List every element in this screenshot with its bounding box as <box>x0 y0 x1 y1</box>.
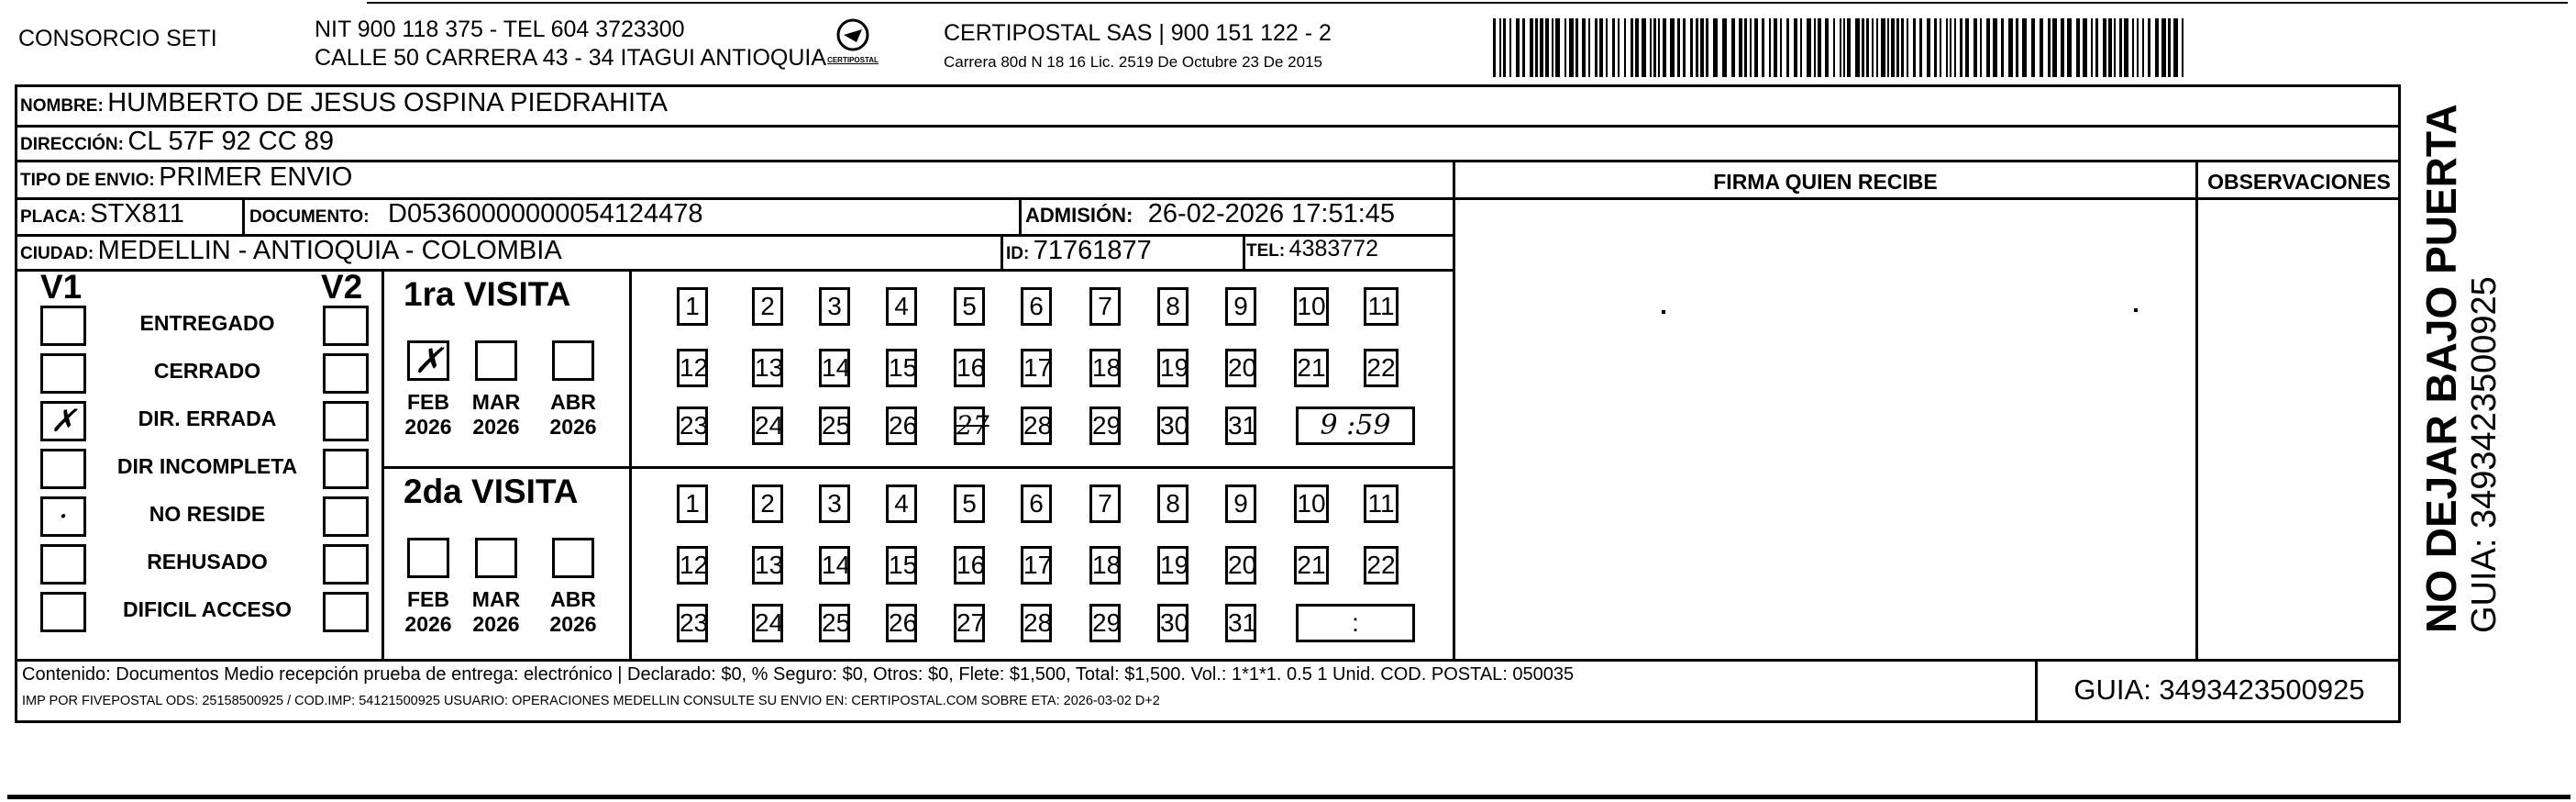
id-cell <box>1006 236 1152 269</box>
barcode-bar <box>1588 18 1590 77</box>
barcode-bar <box>1986 18 1990 77</box>
barcode-bar <box>1663 18 1666 77</box>
day-box[interactable]: 30 <box>1157 604 1188 642</box>
documento-cell <box>249 199 703 234</box>
v2-checkbox[interactable] <box>323 544 369 585</box>
day-box[interactable]: 14 <box>819 349 850 387</box>
barcode-bar <box>1927 18 1930 77</box>
day-box[interactable]: 13 <box>752 546 783 585</box>
header <box>0 0 1486 79</box>
barcode-bar <box>1993 18 1997 77</box>
v2-checkbox[interactable] <box>323 449 369 489</box>
barcode-bar <box>2142 18 2144 77</box>
day-box[interactable]: 12 <box>677 546 708 585</box>
month-checkbox[interactable] <box>552 340 594 381</box>
barcode-bar <box>1833 18 1835 77</box>
year-label: 2026 <box>549 415 597 439</box>
v1-checkbox[interactable] <box>40 353 86 394</box>
day-box[interactable]: 21 <box>1294 546 1329 585</box>
barcode-bar <box>1722 18 1727 77</box>
barcode-bar <box>1800 18 1802 77</box>
imp-line: IMP POR FIVEPOSTAL ODS: 25158500925 / COD.IMP: 54121500925 USUARIO: OPERACIONES MEDELLIN CONSULTE SU ENVIO EN: CERTIPOSTAL.COM SOBRE ETA: 2026-03-02 D+2 <box>22 694 1160 708</box>
day-box[interactable]: 8 <box>1157 485 1188 523</box>
day-box[interactable]: 5 <box>954 287 985 326</box>
barcode-bar <box>1754 18 1758 77</box>
barcode-bar <box>1635 18 1639 77</box>
day-box[interactable]: 28 <box>1021 407 1052 445</box>
month-checkbox[interactable] <box>475 538 517 578</box>
barcode-bar <box>1690 18 1693 77</box>
barcode <box>1493 18 2188 77</box>
time-box[interactable]: : <box>1296 604 1415 642</box>
tipo-envio-label: TIPO DE ENVIO: <box>20 171 155 190</box>
barcode-bar <box>2137 18 2139 77</box>
barcode-bar <box>1516 18 1520 77</box>
day-box[interactable]: 29 <box>1089 604 1121 642</box>
barcode-bar <box>2155 18 2159 77</box>
month-label: MAR <box>471 587 521 611</box>
side-guia: GUIA: 3493423500925 <box>2465 276 2504 633</box>
status-label: CERRADO <box>153 359 261 383</box>
barcode-bar <box>1818 18 1821 77</box>
ciudad-value: MEDELLIN - ANTIOQUIA - COLOMBIA <box>97 236 562 265</box>
barcode-bar <box>1973 18 1977 77</box>
barcode-bar <box>1876 18 1878 77</box>
admision-label: ADMISIÓN: <box>1025 204 1133 227</box>
day-box[interactable]: 26 <box>886 407 917 445</box>
barcode-bar <box>2061 18 2064 77</box>
barcode-bar <box>2031 18 2035 77</box>
barcode-bar <box>2173 18 2178 77</box>
barcode-bar <box>1499 18 1501 77</box>
barcode-bar <box>2182 18 2184 77</box>
documento-value: D05360000000054124478 <box>388 199 703 228</box>
company-name: CONSORCIO SETI <box>18 26 217 51</box>
status-label: DIFICIL ACCESO <box>122 597 292 621</box>
day-box[interactable]: 23 <box>677 604 708 642</box>
barcode-bar <box>1683 18 1686 77</box>
barcode-bar <box>1919 18 1922 77</box>
contenido-line: Contenido: Documentos Medio recepción prueba de entrega: electrónico | Declarado: $0, % Seguro: $0, Otros: $0, Flete: $1,500, Total: $1,500. Vol.: 1*1*1. 0.5 1 Unid. COD. POSTAL: 050035 <box>22 664 1575 685</box>
month-checkbox[interactable] <box>407 538 449 578</box>
barcode-bar <box>1980 18 1982 77</box>
id-value: 71761877 <box>1033 236 1152 265</box>
barcode-bar <box>1825 18 1829 77</box>
side-warning: NO DEJAR BAJO PUERTA <box>2417 104 2465 633</box>
ciudad-label: CIUDAD: <box>20 244 94 263</box>
barcode-bar <box>1913 18 1916 77</box>
day-box[interactable]: 3 <box>819 287 850 326</box>
barcode-bar <box>1814 18 1816 77</box>
barcode-bar <box>1713 18 1718 77</box>
day-box[interactable]: 21 <box>1294 349 1329 387</box>
day-box[interactable]: 10 <box>1294 485 1329 523</box>
barcode-bar <box>1847 18 1851 77</box>
barcode-bar <box>1907 18 1908 77</box>
day-box[interactable]: 12 <box>677 349 708 387</box>
day-box[interactable]: 4 <box>886 287 917 326</box>
tel-value: 4383772 <box>1288 236 1378 262</box>
tel-label: TEL: <box>1246 241 1286 261</box>
barcode-bar <box>1769 18 1771 77</box>
barcode-bar <box>1794 18 1797 77</box>
barcode-bar <box>1965 18 1969 77</box>
v1-checkbox[interactable] <box>40 544 86 585</box>
barcode-bar <box>1940 18 1941 77</box>
day-box[interactable]: 9 <box>1225 485 1256 523</box>
direccion-row <box>20 127 334 160</box>
barcode-bar <box>1950 18 1951 77</box>
barcode-bar <box>1564 18 1566 77</box>
day-box[interactable]: 11 <box>1364 485 1399 523</box>
day-box[interactable]: 31 <box>1225 604 1256 642</box>
day-box[interactable]: 27 <box>954 604 985 642</box>
v2-checkbox[interactable] <box>323 306 369 346</box>
status-label: DIR. ERRADA <box>138 407 277 430</box>
barcode-bar <box>1631 18 1633 77</box>
barcode-bar <box>1887 18 1889 77</box>
day-box[interactable]: 22 <box>1364 546 1399 585</box>
v1-checkbox[interactable]: ✗ <box>40 401 86 441</box>
barcode-bar <box>1700 18 1704 77</box>
v2-checkbox[interactable] <box>323 496 369 537</box>
barcode-bar <box>1509 18 1511 77</box>
month-label: MAR <box>471 390 521 414</box>
day-box[interactable]: 19 <box>1157 546 1188 585</box>
barcode-bar <box>1739 18 1742 77</box>
status-label: ENTREGADO <box>139 311 275 335</box>
v1-checkbox[interactable] <box>40 592 86 632</box>
barcode-bar <box>1612 18 1615 77</box>
tipo-envio-value: PRIMER ENVIO <box>159 162 353 192</box>
tel-cell <box>1246 236 1378 269</box>
barcode-bar <box>1774 18 1777 77</box>
barcode-bar <box>1575 18 1578 77</box>
barcode-bar <box>1606 18 1608 77</box>
barcode-bar <box>2161 18 2166 77</box>
day-box[interactable]: 18 <box>1089 546 1121 585</box>
day-box[interactable]: 17 <box>1021 349 1052 387</box>
month-label: ABR <box>550 587 596 611</box>
day-box[interactable]: 19 <box>1157 349 1188 387</box>
barcode-bar <box>2168 18 2171 77</box>
placa-cell <box>20 199 184 234</box>
barcode-bar <box>2132 18 2134 77</box>
barcode-bar <box>1530 18 1533 77</box>
first-visit-title: 1ra VISITA <box>404 275 571 313</box>
second-visit-title: 2da VISITA <box>404 473 579 510</box>
day-box[interactable]: 4 <box>886 485 917 523</box>
barcode-bar <box>1540 18 1543 77</box>
barcode-bar <box>2083 18 2087 77</box>
day-box[interactable]: 17 <box>1021 546 1052 585</box>
time-box[interactable]: 9 :59 <box>1296 407 1415 445</box>
barcode-bar <box>1670 18 1675 77</box>
month-checkbox[interactable] <box>552 538 594 578</box>
barcode-bar <box>2052 18 2057 77</box>
month-label: ABR <box>550 390 596 414</box>
day-box[interactable]: 15 <box>886 349 917 387</box>
address-line: CALLE 50 CARRERA 43 - 34 ITAGUI ANTIOQUIA <box>315 45 827 71</box>
barcode-bar <box>1750 18 1752 77</box>
id-label: ID: <box>1006 244 1030 263</box>
barcode-bar <box>2095 18 2098 77</box>
day-box[interactable]: 23 <box>677 407 708 445</box>
day-box[interactable]: 27 <box>954 407 985 445</box>
day-box[interactable]: 9 <box>1225 287 1256 326</box>
barcode-bar <box>1731 18 1735 77</box>
barcode-bar <box>2001 18 2004 77</box>
v1-checkbox[interactable]: · <box>40 496 86 537</box>
barcode-bar <box>2119 18 2122 77</box>
barcode-bar <box>1960 18 1962 77</box>
month-checkbox[interactable]: ✗ <box>407 340 449 381</box>
day-box[interactable]: 29 <box>1089 407 1121 445</box>
firma-header: FIRMA QUIEN RECIBE <box>1713 170 1938 194</box>
barcode-bar <box>1881 18 1885 77</box>
barcode-bar <box>1595 18 1598 77</box>
placa-label: PLACA: <box>20 207 86 227</box>
barcode-bar <box>1650 18 1652 77</box>
day-box[interactable]: 20 <box>1225 546 1256 585</box>
day-box[interactable]: 6 <box>1021 485 1052 523</box>
barcode-bar <box>1653 18 1656 77</box>
day-box[interactable]: 30 <box>1157 407 1188 445</box>
admision-cell <box>1025 199 1395 234</box>
day-box[interactable]: 11 <box>1364 287 1399 326</box>
day-box[interactable]: 25 <box>819 604 850 642</box>
barcode-bar <box>2040 18 2043 77</box>
barcode-bar <box>1677 18 1680 77</box>
nombre-label: NOMBRE: <box>20 96 104 116</box>
barcode-bar <box>1946 18 1948 77</box>
barcode-bar <box>1891 18 1895 77</box>
logo-text: CERTIPOSTAL <box>827 56 879 64</box>
day-box[interactable]: 2 <box>752 287 783 326</box>
barcode-bar <box>1840 18 1841 77</box>
nombre-row <box>20 88 668 125</box>
barcode-bar <box>1535 18 1538 77</box>
certipostal-logo <box>824 17 882 72</box>
day-box[interactable]: 2 <box>752 485 783 523</box>
barcode-bar <box>2114 18 2116 77</box>
month-label: FEB <box>407 390 449 414</box>
v2-checkbox[interactable] <box>323 592 369 632</box>
day-box[interactable]: 20 <box>1225 349 1256 387</box>
day-box[interactable]: 5 <box>954 485 985 523</box>
barcode-bar <box>1493 18 1496 77</box>
month-checkbox[interactable] <box>475 340 517 381</box>
day-box[interactable]: 1 <box>677 287 708 326</box>
day-box[interactable]: 6 <box>1021 287 1052 326</box>
barcode-bar <box>1762 18 1764 77</box>
day-box[interactable]: 31 <box>1225 407 1256 445</box>
day-box[interactable]: 25 <box>819 407 850 445</box>
v2-label: V2 <box>321 268 363 306</box>
barcode-bar <box>2076 18 2080 77</box>
ciudad-cell <box>20 236 562 269</box>
barcode-bar <box>1658 18 1660 77</box>
v2-checkbox[interactable] <box>323 353 369 394</box>
placa-value: STX811 <box>90 199 184 228</box>
nit-line: NIT 900 118 375 - TEL 604 3723300 <box>315 17 685 42</box>
v2-checkbox[interactable] <box>323 401 369 441</box>
direccion-label: DIRECCIÓN: <box>20 135 124 154</box>
side-text <box>2417 64 2546 633</box>
barcode-bar <box>2067 18 2072 77</box>
day-box[interactable]: 7 <box>1089 485 1121 523</box>
day-box[interactable]: 13 <box>752 349 783 387</box>
barcode-bar <box>1807 18 1811 77</box>
year-label: 2026 <box>472 612 520 636</box>
barcode-bar <box>1843 18 1845 77</box>
status-label: DIR INCOMPLETA <box>116 454 298 478</box>
day-box[interactable]: 22 <box>1364 349 1399 387</box>
barcode-bar <box>1706 18 1708 77</box>
day-box[interactable]: 1 <box>677 485 708 523</box>
direccion-value: CL 57F 92 CC 89 <box>127 127 335 156</box>
barcode-bar <box>2091 18 2093 77</box>
barcode-bar <box>2008 18 2013 77</box>
barcode-bar <box>2016 18 2018 77</box>
barcode-bar <box>1896 18 1899 77</box>
barcode-bar <box>1545 18 1549 77</box>
signature-area <box>1455 200 2195 659</box>
barcode-bar <box>1582 18 1586 77</box>
day-box[interactable]: 10 <box>1294 287 1329 326</box>
carrier-line: CERTIPOSTAL SAS | 900 151 122 - 2 <box>944 20 1332 46</box>
barcode-bar <box>2124 18 2128 77</box>
barcode-bar <box>1780 18 1782 77</box>
admision-value: 26-02-2026 17:51:45 <box>1147 199 1396 228</box>
barcode-bar <box>1599 18 1603 77</box>
year-label: 2026 <box>472 415 520 439</box>
barcode-bar <box>1934 18 1937 77</box>
day-box[interactable]: 7 <box>1089 287 1121 326</box>
v1-label: V1 <box>40 268 83 306</box>
signature-dot <box>1662 310 1665 314</box>
documento-label: DOCUMENTO: <box>249 207 370 227</box>
status-label: REHUSADO <box>147 550 268 574</box>
signature-dot <box>2134 308 2138 312</box>
barcode-bar <box>1862 18 1864 77</box>
barcode-bar <box>2022 18 2027 77</box>
month-label: FEB <box>407 587 449 611</box>
barcode-bar <box>1618 18 1620 77</box>
year-label: 2026 <box>549 612 597 636</box>
tipo-envio-row <box>20 162 352 197</box>
day-box[interactable]: 8 <box>1157 287 1188 326</box>
barcode-bar <box>1901 18 1904 77</box>
barcode-bar <box>1696 18 1698 77</box>
barcode-bar <box>1503 18 1506 77</box>
v1-checkbox[interactable] <box>40 449 86 489</box>
barcode-bar <box>1954 18 1956 77</box>
v1-checkbox[interactable] <box>40 306 86 346</box>
day-box[interactable]: 24 <box>752 407 783 445</box>
guia-box: GUIA: 3493423500925 <box>2073 674 2365 706</box>
year-label: 2026 <box>404 415 452 439</box>
day-box[interactable]: 16 <box>954 349 985 387</box>
barcode-bar <box>1569 18 1574 77</box>
barcode-bar <box>2048 18 2051 77</box>
barcode-bar <box>1744 18 1747 77</box>
year-label: 2026 <box>404 612 452 636</box>
barcode-bar <box>2148 18 2150 77</box>
day-box[interactable]: 3 <box>819 485 850 523</box>
barcode-bar <box>1624 18 1626 77</box>
day-box[interactable]: 24 <box>752 604 783 642</box>
day-box[interactable]: 26 <box>886 604 917 642</box>
barcode-bar <box>1855 18 1860 77</box>
barcode-bar <box>1866 18 1869 77</box>
observaciones-header: OBSERVACIONES <box>2207 170 2391 194</box>
day-box[interactable]: 18 <box>1089 349 1121 387</box>
barcode-bar <box>1642 18 1646 77</box>
nombre-value: HUMBERTO DE JESUS OSPINA PIEDRAHITA <box>107 88 668 117</box>
day-box[interactable]: 16 <box>954 546 985 585</box>
barcode-bar <box>1555 18 1560 77</box>
day-box[interactable]: 28 <box>1021 604 1052 642</box>
barcode-bar <box>1552 18 1553 77</box>
barcode-bar <box>1872 18 1874 77</box>
status-label: NO RESIDE <box>149 502 266 526</box>
barcode-bar <box>2108 18 2112 77</box>
license-line: Carrera 80d N 18 16 Lic. 2519 De Octubre 23 De 2015 <box>944 53 1322 71</box>
day-box[interactable]: 15 <box>886 546 917 585</box>
day-box[interactable]: 14 <box>819 546 850 585</box>
barcode-bar <box>1522 18 1525 77</box>
barcode-bar <box>1786 18 1789 77</box>
barcode-bar <box>2103 18 2106 77</box>
